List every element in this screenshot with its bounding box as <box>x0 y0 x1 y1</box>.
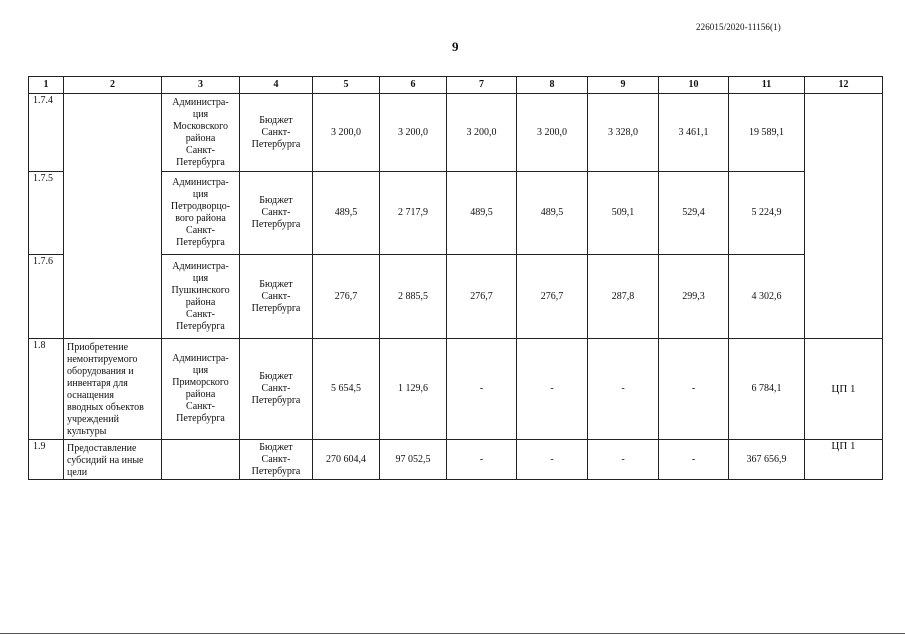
row-executor: Администра- ция Московского района Санкт- Петербурга <box>162 94 240 172</box>
row-value: - <box>659 339 729 440</box>
row-value: - <box>588 339 659 440</box>
row-funding-source: Бюджет Санкт- Петербурга <box>240 172 313 255</box>
row-value: 276,7 <box>447 255 517 339</box>
row-executor <box>162 440 240 480</box>
row-code: ЦП 1 <box>805 339 883 440</box>
row-value: 3 200,0 <box>517 94 588 172</box>
table-header-row <box>29 77 883 94</box>
row-value: 489,5 <box>313 172 380 255</box>
row-value: 97 052,5 <box>380 440 447 480</box>
budget-table <box>28 76 883 480</box>
column-header: 10 <box>659 77 729 94</box>
table-row <box>29 440 883 480</box>
row-total: 367 656,9 <box>729 440 805 480</box>
row-funding-source: Бюджет Санкт- Петербурга <box>240 255 313 339</box>
row-value: 2 717,9 <box>380 172 447 255</box>
row-value: 3 200,0 <box>313 94 380 172</box>
row-value: - <box>517 440 588 480</box>
row-executor: Администра- ция Пушкинского района Санкт- Петербурга <box>162 255 240 339</box>
row-total: 5 224,9 <box>729 172 805 255</box>
row-value: 287,8 <box>588 255 659 339</box>
row-total: 4 302,6 <box>729 255 805 339</box>
row-value: 5 654,5 <box>313 339 380 440</box>
row-funding-source: Бюджет Санкт- Петербурга <box>240 339 313 440</box>
column-header: 9 <box>588 77 659 94</box>
column-header: 7 <box>447 77 517 94</box>
row-code-merged <box>805 94 883 339</box>
column-header: 5 <box>313 77 380 94</box>
column-header: 2 <box>64 77 162 94</box>
page-number: 9 <box>452 39 459 54</box>
document-number: 226015/2020-11156(1) <box>696 22 781 32</box>
row-value: 270 604,4 <box>313 440 380 480</box>
row-value: - <box>447 339 517 440</box>
row-funding-source: Бюджет Санкт- Петербурга <box>240 440 313 480</box>
row-value: 489,5 <box>517 172 588 255</box>
row-value: - <box>517 339 588 440</box>
row-total: 6 784,1 <box>729 339 805 440</box>
scan-edge-divider <box>0 633 905 634</box>
column-header: 3 <box>162 77 240 94</box>
row-funding-source: Бюджет Санкт- Петербурга <box>240 94 313 172</box>
column-header: 6 <box>380 77 447 94</box>
column-header: 12 <box>805 77 883 94</box>
row-value: - <box>447 440 517 480</box>
row-value: - <box>659 440 729 480</box>
row-value: 3 200,0 <box>447 94 517 172</box>
row-executor: Администра- ция Петродворцо- вого района Санкт- Петербурга <box>162 172 240 255</box>
row-name-merged <box>64 94 162 339</box>
column-header: 1 <box>29 77 64 94</box>
table-row <box>29 339 883 440</box>
row-value: 3 461,1 <box>659 94 729 172</box>
column-header: 11 <box>729 77 805 94</box>
row-number: 1.7.6 <box>29 255 64 339</box>
row-number: 1.7.4 <box>29 94 64 172</box>
row-name: Приобретение немонтируемого оборудования и инвентаря для оснащения вводных объектов учреждений культуры <box>64 339 162 440</box>
table-row <box>29 94 883 172</box>
row-value: 299,3 <box>659 255 729 339</box>
row-value: 3 328,0 <box>588 94 659 172</box>
row-value: 1 129,6 <box>380 339 447 440</box>
row-name: Предоставление субсидий на иные цели <box>64 440 162 480</box>
row-value: - <box>588 440 659 480</box>
row-value: 3 200,0 <box>380 94 447 172</box>
row-number: 1.9 <box>29 440 64 480</box>
row-number: 1.8 <box>29 339 64 440</box>
column-header: 8 <box>517 77 588 94</box>
row-code: ЦП 1 <box>805 440 883 480</box>
row-value: 2 885,5 <box>380 255 447 339</box>
row-value: 509,1 <box>588 172 659 255</box>
row-value: 529,4 <box>659 172 729 255</box>
row-executor: Администра- ция Приморского района Санкт- Петербурга <box>162 339 240 440</box>
row-value: 276,7 <box>313 255 380 339</box>
row-number: 1.7.5 <box>29 172 64 255</box>
column-header: 4 <box>240 77 313 94</box>
row-total: 19 589,1 <box>729 94 805 172</box>
row-value: 276,7 <box>517 255 588 339</box>
row-value: 489,5 <box>447 172 517 255</box>
